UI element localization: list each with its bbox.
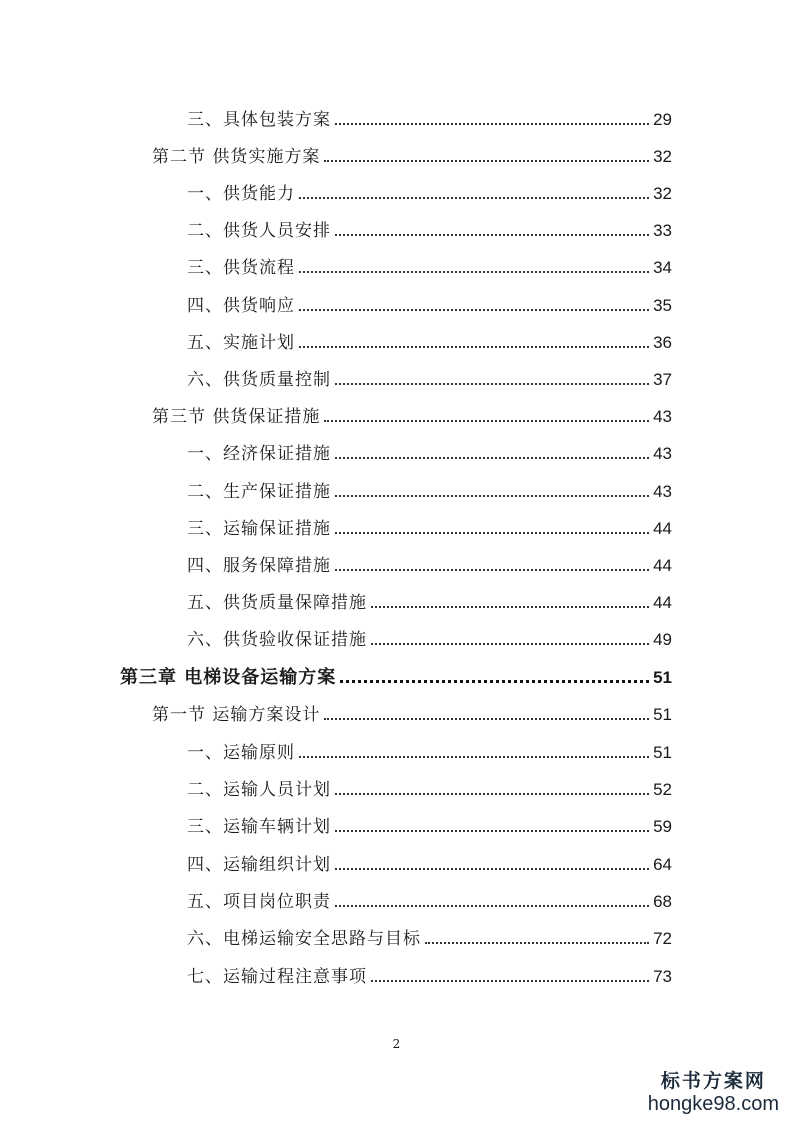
toc-entry-page: 37 (653, 370, 672, 389)
toc-entry-page: 51 (653, 668, 672, 687)
watermark (648, 1066, 779, 1116)
toc-entry (187, 517, 672, 541)
toc-entry-title: 五、项目岗位职责 (187, 892, 331, 912)
toc-leader-dots (335, 495, 649, 497)
toc-entry-title: 二、供货人员安排 (187, 221, 331, 241)
toc-entry (187, 927, 672, 951)
toc-entry-title: 二、运输人员计划 (187, 780, 331, 800)
toc-chapter-entry (120, 666, 672, 690)
toc-entry-page: 34 (653, 258, 672, 277)
toc-entry (187, 368, 672, 392)
toc-leader-dots (299, 346, 649, 348)
toc-entry-page: 35 (653, 296, 672, 315)
watermark-url: hongke98.com (647, 1093, 779, 1115)
toc-leader-dots (335, 905, 649, 907)
toc-entry-page: 64 (653, 855, 672, 874)
toc-leader-dots (335, 569, 649, 571)
toc-entry-page: 33 (653, 221, 672, 240)
toc-entry-page: 43 (653, 482, 672, 501)
toc-entry (187, 965, 672, 989)
toc-entry (187, 294, 672, 318)
toc-entry (187, 890, 672, 914)
toc-entry-title: 四、供货响应 (187, 296, 295, 316)
toc-leader-dots (371, 643, 649, 645)
toc-entry-title: 六、供货验收保证措施 (187, 630, 367, 650)
toc-entry-page: 72 (653, 929, 672, 948)
toc-leader-dots (299, 271, 649, 273)
toc-leader-dots (371, 606, 649, 608)
toc-leader-dots (335, 123, 649, 125)
toc-entry (187, 815, 672, 839)
toc-entry-page: 32 (653, 184, 672, 203)
toc-entry-title: 三、具体包装方案 (187, 110, 331, 130)
toc-entry-page: 51 (653, 743, 672, 762)
toc-entry-title: 五、供货质量保障措施 (187, 593, 367, 613)
toc-entry (187, 442, 672, 466)
toc-entry (187, 853, 672, 877)
toc-entry (152, 145, 672, 169)
toc-entry-title: 第三章 电梯设备运输方案 (120, 667, 337, 688)
toc-entry-title: 四、运输组织计划 (187, 855, 331, 875)
toc-entry-title: 五、实施计划 (187, 333, 295, 353)
toc-entry-page: 32 (653, 147, 672, 166)
toc-leader-dots (425, 942, 649, 944)
toc-entry-title: 七、运输过程注意事项 (187, 967, 367, 987)
toc-leader-dots (335, 830, 649, 832)
toc-leader-dots (324, 420, 649, 422)
toc-entry-page: 43 (653, 407, 672, 426)
toc-entry-title: 四、服务保障措施 (187, 556, 331, 576)
toc-entry-page: 59 (653, 817, 672, 836)
toc-entry-title: 六、电梯运输安全思路与目标 (187, 929, 421, 949)
toc-leader-dots (299, 309, 649, 311)
toc-entry (187, 628, 672, 652)
toc-leader-dots (335, 793, 649, 795)
toc-entry (187, 778, 672, 802)
toc-leader-dots (335, 234, 649, 236)
toc-leader-dots (335, 457, 649, 459)
toc-entry-page: 44 (653, 519, 672, 538)
toc-entry (187, 256, 672, 280)
toc-entry (187, 591, 672, 615)
toc-entry-page: 49 (653, 630, 672, 649)
toc-entry-title: 第一节 运输方案设计 (152, 705, 321, 725)
toc-entry (187, 219, 672, 243)
toc-entry-page: 52 (653, 780, 672, 799)
toc-entry (187, 108, 672, 132)
toc-leader-dots (324, 160, 649, 162)
toc-entry-page: 51 (653, 705, 672, 724)
toc-leader-dots (335, 383, 649, 385)
toc-entry-title: 一、经济保证措施 (187, 444, 331, 464)
toc-entry-title: 第三节 供货保证措施 (152, 407, 321, 427)
toc-entry-page: 44 (653, 556, 672, 575)
page-number: 2 (392, 1037, 401, 1051)
toc-entry (187, 182, 672, 206)
toc-leader-dots (335, 868, 649, 870)
toc-entry-title: 六、供货质量控制 (187, 370, 331, 390)
watermark-name: 标书方案网 (660, 1070, 766, 1092)
toc-entry-title: 二、生产保证措施 (187, 482, 331, 502)
toc-entry (187, 480, 672, 504)
toc-entry (152, 703, 672, 727)
toc-leader-dots (335, 532, 649, 534)
toc-entry (152, 405, 672, 429)
toc-leader-dots (299, 756, 649, 758)
toc-entry-title: 一、供货能力 (187, 184, 295, 204)
toc-leader-dots (299, 197, 649, 199)
toc-leader-dots (340, 680, 649, 683)
toc-entry (187, 741, 672, 765)
toc-entry-title: 一、运输原则 (187, 743, 295, 763)
toc-entry-title: 三、供货流程 (187, 258, 295, 278)
toc-entry-page: 29 (653, 110, 672, 129)
toc-entry-title: 第二节 供货实施方案 (152, 147, 321, 167)
toc-leader-dots (371, 980, 649, 982)
toc-entry (187, 331, 672, 355)
toc-entry-page: 68 (653, 892, 672, 911)
toc-entry-page: 73 (653, 967, 672, 986)
toc-entry-title: 三、运输保证措施 (187, 519, 331, 539)
toc-entry-page: 44 (653, 593, 672, 612)
toc-entry-page: 43 (653, 444, 672, 463)
toc-entry-title: 三、运输车辆计划 (187, 817, 331, 837)
toc-leader-dots (324, 718, 649, 720)
toc-entry (187, 554, 672, 578)
toc-entry-page: 36 (653, 333, 672, 352)
